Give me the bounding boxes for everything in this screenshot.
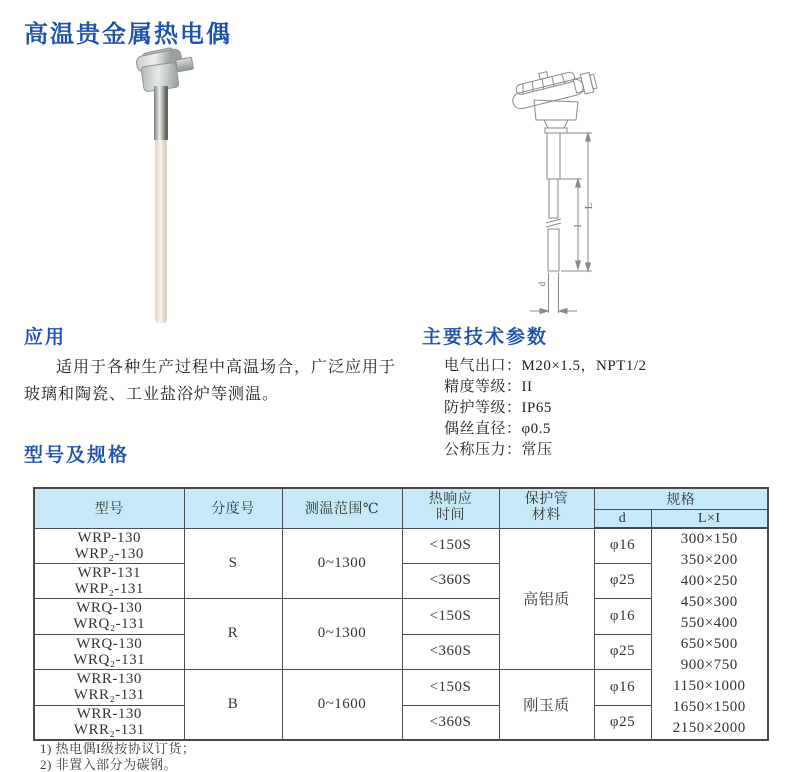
lxi-value: 400×250 xyxy=(652,571,768,592)
model-cell xyxy=(34,598,184,634)
diagram-svg xyxy=(488,66,613,316)
model-line: WRR-130 xyxy=(35,706,184,722)
photo-cable-entry xyxy=(175,57,194,73)
d-cell: φ16 xyxy=(594,598,651,634)
lxi-cell xyxy=(651,528,768,740)
diagram-tube-middle xyxy=(549,179,558,218)
col-header-response-line2: 时间 xyxy=(403,508,499,524)
col-header-d: d xyxy=(594,510,651,529)
model-line: WRQ-130 xyxy=(35,600,184,616)
lxi-value: 300×150 xyxy=(652,529,768,550)
model-line: WRP-130 xyxy=(35,530,184,546)
photo-ceramic-tube xyxy=(155,140,167,323)
graduation-cell: B xyxy=(184,669,282,740)
col-header-model: 型号 xyxy=(34,488,184,528)
material-cell: 刚玉质 xyxy=(499,669,594,740)
footnote-2: 2) 非置入部分为碳钢。 xyxy=(40,757,195,772)
range-cell: 0~1600 xyxy=(282,669,402,740)
spec-table xyxy=(33,487,769,741)
diagram-tube-upper xyxy=(547,133,560,179)
diagram-head-cap xyxy=(508,66,598,111)
model-line: WRR₂-131 xyxy=(35,687,184,703)
tech-param-item: 公称压力：常压 xyxy=(444,440,647,461)
diagram-tube-lower xyxy=(548,229,559,271)
col-header-sheath-line1: 保护管 xyxy=(500,492,594,508)
model-line: WRQ₂-131 xyxy=(35,652,184,668)
lxi-value: 2150×2000 xyxy=(652,718,768,739)
material-cell: 高铝质 xyxy=(499,528,594,669)
graduation-cell: R xyxy=(184,598,282,669)
col-header-sheath-line2: 材料 xyxy=(500,508,594,524)
d-cell: φ25 xyxy=(594,705,651,740)
col-header-range: 测温范围℃ xyxy=(282,488,402,528)
col-header-spec: 规格 xyxy=(594,488,768,510)
thermocouple-photo xyxy=(128,50,208,325)
footnotes xyxy=(40,741,195,772)
diagram-label-d: d xyxy=(537,281,547,286)
lxi-value: 650×500 xyxy=(652,634,768,655)
tech-params-heading: 主要技术参数 xyxy=(422,322,548,349)
application-text: 适用于各种生产过程中高温场合，广泛应用于玻璃和陶瓷、工业盐浴炉等测温。 xyxy=(24,354,408,408)
col-header-response xyxy=(402,488,499,528)
lxi-value: 450×300 xyxy=(652,592,768,613)
lxi-value: 550×400 xyxy=(652,613,768,634)
d-cell: φ25 xyxy=(594,634,651,669)
tech-param-item: 防护等级：IP65 xyxy=(444,398,647,419)
model-line: WRP₂-131 xyxy=(35,581,184,597)
response-cell: <150S xyxy=(402,669,499,705)
page-title: 高温贵金属热电偶 xyxy=(24,14,232,49)
photo-metal-stem xyxy=(154,86,168,140)
diagram-neck xyxy=(544,120,568,128)
graduation-cell: S xyxy=(184,528,282,598)
response-cell: <360S xyxy=(402,705,499,740)
lxi-value: 1650×1500 xyxy=(652,697,768,718)
col-header-sheath xyxy=(499,488,594,528)
tech-param-item: 精度等级：II xyxy=(444,377,647,398)
range-cell: 0~1300 xyxy=(282,528,402,598)
lxi-value: 350×200 xyxy=(652,550,768,571)
diagram-flange xyxy=(545,128,567,133)
thermocouple-diagram xyxy=(488,66,613,321)
model-cell xyxy=(34,563,184,598)
model-line: WRP₂-130 xyxy=(35,546,184,562)
model-cell xyxy=(34,528,184,563)
model-cell xyxy=(34,634,184,669)
diagram-label-L: L xyxy=(583,202,595,209)
application-heading: 应用 xyxy=(24,322,66,349)
response-cell: <360S xyxy=(402,634,499,669)
range-cell: 0~1300 xyxy=(282,598,402,669)
response-cell: <150S xyxy=(402,598,499,634)
model-line: WRP-131 xyxy=(35,565,184,581)
footnote-1: 1) 热电偶I级按协议订货； xyxy=(40,741,195,757)
d-cell: φ16 xyxy=(594,528,651,563)
response-cell: <360S xyxy=(402,563,499,598)
lxi-value: 1150×1000 xyxy=(652,676,768,697)
table-row xyxy=(34,528,768,563)
table-header-row xyxy=(34,488,768,510)
response-cell: <150S xyxy=(402,528,499,563)
model-line: WRQ₂-131 xyxy=(35,616,184,632)
model-line: WRQ-130 xyxy=(35,636,184,652)
lxi-value: 900×750 xyxy=(652,655,768,676)
tech-params-list xyxy=(444,356,647,461)
d-cell: φ16 xyxy=(594,669,651,705)
model-cell xyxy=(34,669,184,705)
diagram-head-body xyxy=(534,100,578,120)
diagram-label-I: I xyxy=(573,224,584,227)
tech-param-item: 偶丝直径：φ0.5 xyxy=(444,419,647,440)
model-line: WRR₂-131 xyxy=(35,722,184,738)
d-cell: φ25 xyxy=(594,563,651,598)
col-header-graduation: 分度号 xyxy=(184,488,282,528)
model-cell xyxy=(34,705,184,740)
tech-param-item: 电气出口：M20×1.5，NPT1/2 xyxy=(444,356,647,377)
model-line: WRR-130 xyxy=(35,671,184,687)
col-header-lxi: L×I xyxy=(651,510,768,529)
spec-heading: 型号及规格 xyxy=(24,440,129,467)
col-header-response-line1: 热响应 xyxy=(403,492,499,508)
